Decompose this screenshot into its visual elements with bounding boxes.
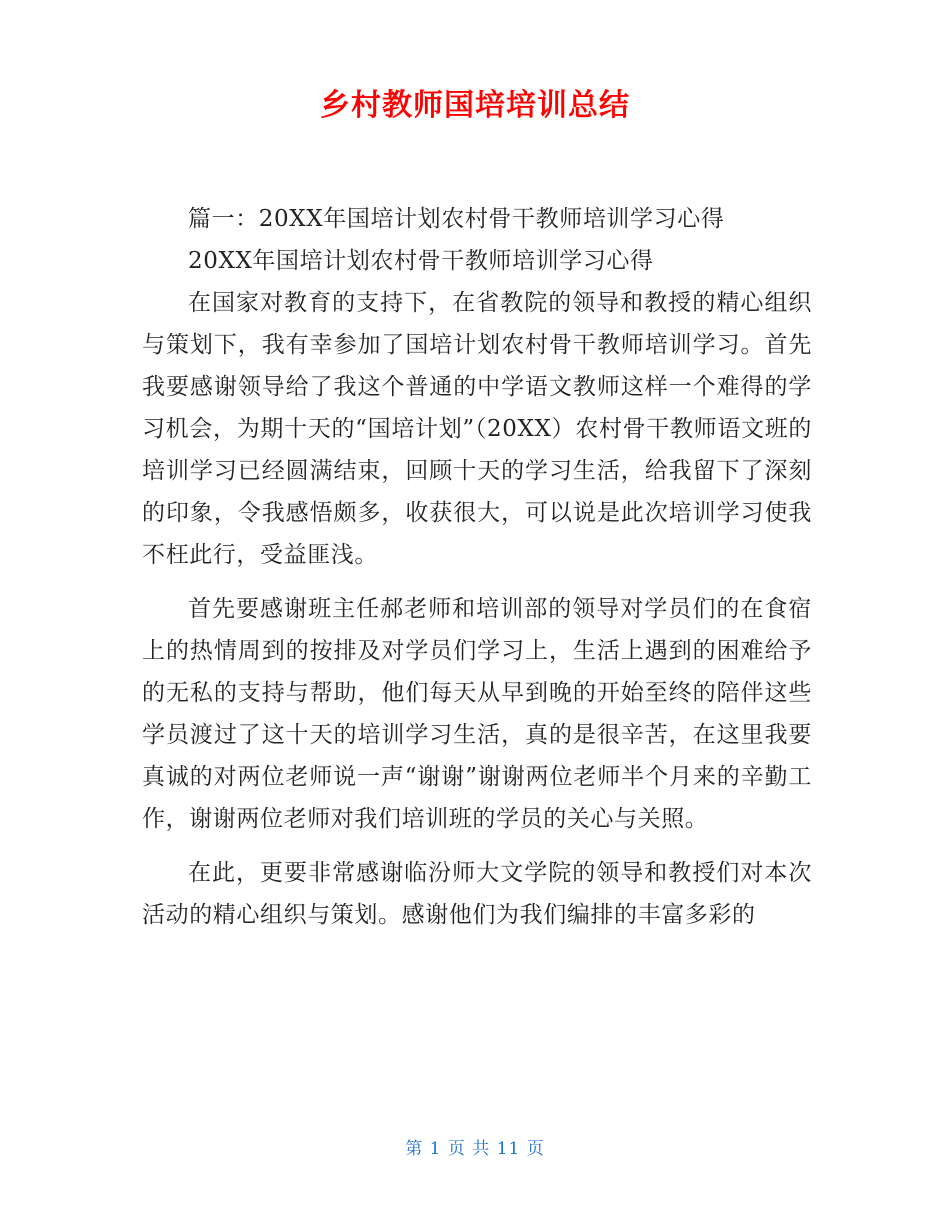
paragraph-3: 在此，更要非常感谢临汾师大文学院的领导和教授们对本次活动的精心组织与策划。感谢他们为我们编排的丰富多彩的 [142,860,812,928]
page-footer [0,1134,950,1159]
page-number-label: 第 1 页 共 11 页 [405,1139,545,1159]
paragraph-subtitle: 20XX年国培计划农村骨干教师培训学习心得 [188,248,654,274]
paragraph-section-heading: 篇一：20XX年国培计划农村骨干教师培训学习心得 [188,206,725,232]
paragraph-2: 首先要感谢班主任郝老师和培训部的领导对学员们的在食宿上的热情周到的按排及对学员们学习上，生活上遇到的困难给予的无私的支持与帮助，他们每天从早到晚的开始至终的陪伴这些学员渡过了这十天的培训学习生活，真的是很辛苦，在这里我要真诚的对两位老师说一声“谢谢”谢谢两位老师半个月来的辛勤工作，谢谢两位老师对我们培训班的学员的关心与关照。 [142,596,812,832]
document-title: 乡村教师国培培训总结 [320,88,630,123]
paragraph-1: 在国家对教育的支持下，在省教院的领导和教授的精心组织与策划下，我有幸参加了国培计划农村骨干教师培训学习。首先我要感谢领导给了我这个普通的中学语文教师这样一个难得的学习机会，为期十天的“国培计划”（20XX）农村骨干教师语文班的培训学习已经圆满结束，回顾十天的学习生活，给我留下了深刻的印象，令我感悟颇多，收获很大，可以说是此次培训学习使我不枉此行，受益匪浅。 [142,290,812,568]
document-body [142,198,812,936]
